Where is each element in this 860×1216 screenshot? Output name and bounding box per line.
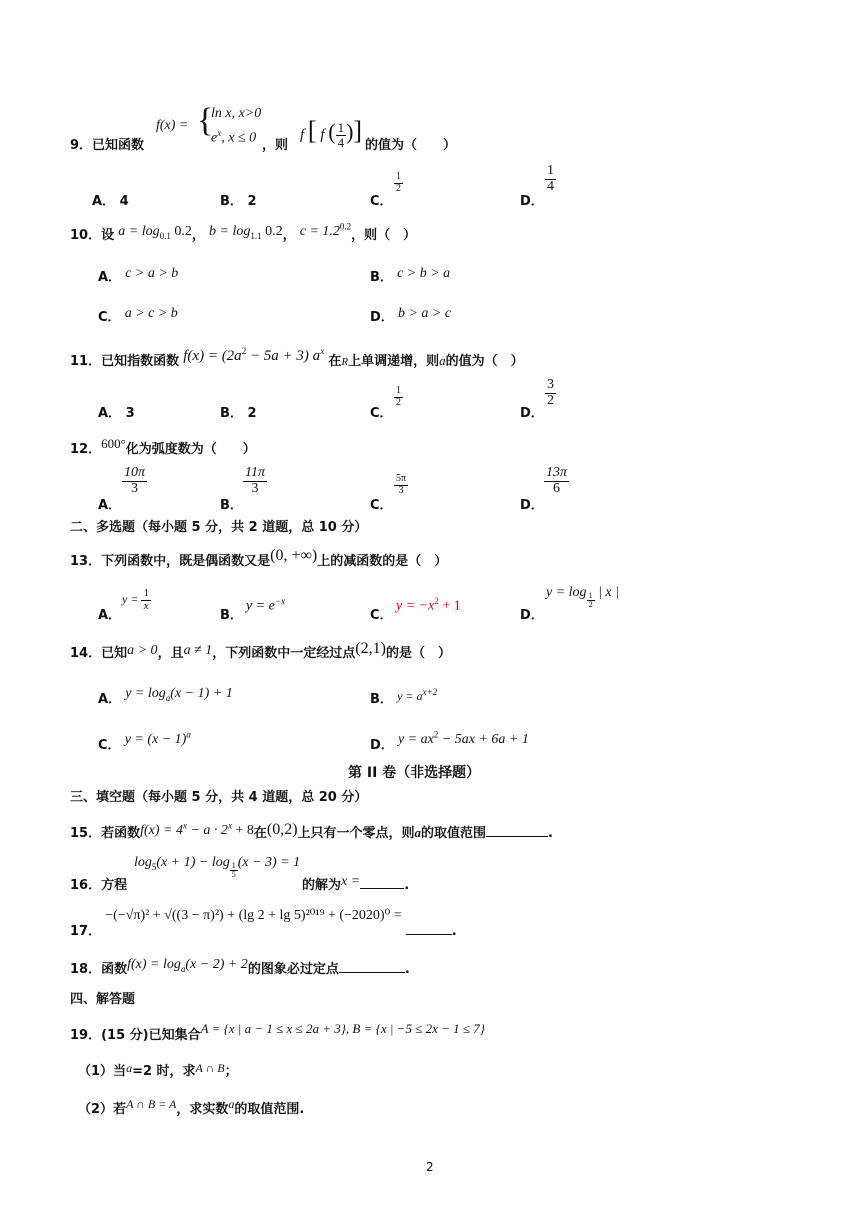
q13-option-c: C． — [370, 608, 393, 623]
q17-expression: −(−√π)² + √((3 − π)²) + (lg 2 + lg 5)²⁰¹⁹ + (−2020)⁰ = — [105, 908, 402, 923]
question-text: 设 — [101, 228, 115, 243]
q9-option-a: A． 4 — [92, 194, 129, 209]
q14-option-c: C． $y = (x - 1)^a$ — [98, 729, 191, 753]
q9-option-c-value: $\frac{1}{2}$ — [396, 171, 401, 194]
section-heading: 三、填空题（每小题 5 分，共 4 道题，总 20 分） — [70, 790, 368, 805]
q10-option-c: C． a > c > b — [98, 306, 178, 325]
question-12: 12．600°化为弧度数为（ ） — [70, 436, 256, 457]
question-17: 17． −(−√π)² + √((3 − π)²) + (lg 2 + lg 5)²⁰¹⁹ + (−2020)⁰ = . — [70, 908, 457, 939]
expr-a: $a = \log_{0.1} 0.2$ — [118, 224, 192, 241]
q12-option-a: A． — [98, 498, 122, 513]
function-expr: $f(x) = (2a^2 - 5a + 3)$ $a^x$ — [183, 346, 325, 364]
q14-option-b: B． $y = a^{x+2}$ — [370, 687, 438, 707]
q9-option-c: C． — [370, 194, 393, 209]
section-heading: 四、解答题 — [70, 992, 136, 1007]
piece-2: $e^x$, x ≤ 0 — [211, 128, 257, 146]
question-10: 10．设 $a = \log_{0.1} 0.2$， $b = \log_{1.1} 0.2$， $c = 1.2^{0.2}$，则（ ） — [70, 221, 417, 243]
expr-b: $b = \log_{1.1} 0.2$ — [209, 224, 283, 241]
q12-option-c: C． — [370, 498, 393, 513]
q13-option-c-value: $y = -x^2 + 1$ — [396, 596, 461, 614]
question-14: 14．已知a > 0，且a ≠ 1，下列函数中一定经过点(2,1)的是（ ） — [70, 640, 451, 661]
q13-option-d-value: y = log $\frac{1}{2}$ | x | — [546, 585, 619, 610]
q9-option-d-value: $\frac{1}{4}$ — [547, 163, 554, 194]
then-text: ，则 — [262, 138, 289, 153]
q9-option-d: D． — [520, 194, 544, 209]
composite-expr: f [ f ( $\frac{1}{4}$ )] — [300, 116, 363, 151]
section-heading: 二、多选题（每小题 5 分，共 2 道题，总 10 分） — [70, 520, 368, 535]
question-13: 13．下列函数中，既是偶函数又是(0, +∞)上的减函数的是（ ） — [70, 547, 448, 569]
q9-option-b: B． 2 — [220, 194, 257, 209]
q11-option-d-value: $\frac{3}{2}$ — [547, 377, 554, 408]
q12-option-c-value: $\frac{5\pi}{3}$ — [396, 473, 407, 496]
piecewise-brace: { — [197, 102, 214, 139]
q11-option-c: C． — [370, 406, 393, 421]
question-19: 19．(15 分)已知集合A = {x | a − 1 ≤ x ≤ 2a + 3}, B = {x | −5 ≤ 2x − 1 ≤ 7} — [70, 1021, 485, 1043]
question-number: 10． — [70, 228, 102, 243]
question-text: 已知函数 — [92, 138, 145, 153]
q16-equation: $\log_5(x + 1) - \log$ $\frac{1}{5}$ (x − 3) = 1 — [134, 855, 301, 880]
q16-suffix: 的解为x = . — [302, 874, 410, 893]
q19-part-2: （2）若A ∩ B = A，求实数a的取值范围. — [78, 1097, 305, 1117]
question-suffix: 的值为（ ） — [365, 138, 457, 153]
q10-option-a: A． c > a > b — [98, 266, 179, 285]
q11-option-a: A． 3 — [98, 406, 135, 421]
q11-option-b: B． 2 — [220, 406, 257, 421]
part-title: 第 II 卷（非选择题） — [348, 765, 481, 781]
q13-option-a-value: y = $\frac{1}{x}$ — [122, 587, 149, 612]
question-16: 16．方程 — [70, 878, 128, 893]
q13-option-a: A． — [98, 608, 122, 623]
question-number: 9． — [70, 138, 93, 153]
question-suffix: ，则（ ） — [351, 228, 417, 243]
answer-blank[interactable] — [360, 888, 404, 889]
answer-blank[interactable] — [406, 934, 452, 935]
q12-option-b-value: $\frac{11\pi}{3}$ — [245, 465, 265, 496]
q19-part-1: （1）当a=2 时，求A ∩ B； — [78, 1061, 238, 1079]
q11-option-c-value: $\frac{1}{2}$ — [396, 385, 401, 408]
q11-option-d: D． — [520, 406, 544, 421]
q12-option-a-value: $\frac{10\pi}{3}$ — [124, 465, 146, 496]
page-number: 2 — [426, 1160, 434, 1174]
question-18: 18．函数$f(x) = \log_a(x - 2) + 2$的图象必过定点 . — [70, 957, 410, 977]
q10-option-b: B． c > b > a — [370, 266, 451, 285]
q13-option-d: D． — [520, 608, 544, 623]
q13-option-b-value: $y = e^{-x}$ — [246, 596, 285, 614]
q14-option-a: A． $y = \log_a(x - 1) + 1$ — [98, 686, 233, 707]
question-15: 15．若函数$f(x) = 4^x - a \cdot 2^x + 8$在(0,2)上只有一个零点，则a的取值范围 . — [70, 820, 553, 841]
q12-option-d: D． — [520, 498, 544, 513]
function-lhs: f(x) = — [156, 118, 189, 133]
answer-blank[interactable] — [339, 972, 405, 973]
answer-blank[interactable] — [486, 836, 548, 837]
question-9 — [70, 104, 830, 154]
expr-c: $c = 1.2^{0.2}$ — [299, 221, 352, 239]
q10-option-d: D． b > a > c — [370, 306, 452, 325]
q12-option-b: B． — [220, 498, 243, 513]
q12-option-d-value: $\frac{13\pi}{6}$ — [546, 465, 568, 496]
question-11: 11．已知指数函数 $f(x) = (2a^2 - 5a + 3)$ $a^x$ 在R上单调递增，则a的值为（ ） — [70, 346, 524, 369]
q13-option-b: B． — [220, 608, 243, 623]
piece-1: ln x, x>0 — [211, 106, 262, 121]
q14-option-d: D． $y = ax^2 - 5ax + 6a + 1$ — [370, 729, 529, 753]
